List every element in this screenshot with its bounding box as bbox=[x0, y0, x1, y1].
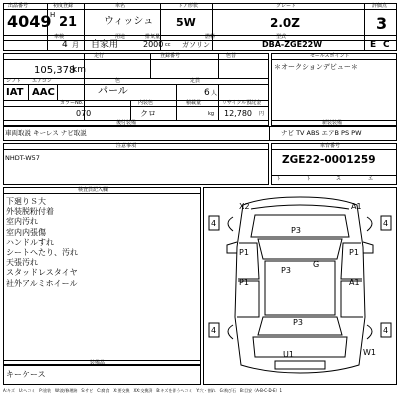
color-no: 070 bbox=[76, 109, 92, 118]
label-chassis: 車台番号 bbox=[320, 143, 341, 149]
label-seat: 定員 bbox=[190, 78, 201, 84]
chassis-sub-1: ト bbox=[276, 176, 282, 182]
label-opt-head: 後付装備 bbox=[116, 120, 137, 126]
usage: 自家用 bbox=[91, 40, 119, 50]
label-grade: グレード bbox=[276, 3, 297, 9]
lot-number: 4049 bbox=[7, 12, 52, 31]
recycle-unit: 円 bbox=[259, 111, 265, 117]
mark-a1-rear: A1 bbox=[349, 278, 360, 287]
grade: 2.0Z bbox=[270, 16, 300, 30]
mark-x2: X2 bbox=[239, 202, 250, 211]
exterior-score: C bbox=[383, 40, 390, 50]
month-unit: 月 bbox=[72, 41, 79, 49]
fuel-type: ガソリン bbox=[182, 41, 210, 49]
sales-point: ＊オークションデビュー＊ bbox=[274, 63, 358, 71]
displacement: 2000 bbox=[143, 40, 164, 49]
seat-unit: 人 bbox=[211, 90, 218, 97]
mark-p1-rear: P1 bbox=[239, 278, 249, 287]
chassis-number: ZGE22-0001259 bbox=[282, 154, 376, 166]
label-load: 積載量 bbox=[186, 100, 202, 106]
car-diagram bbox=[203, 187, 397, 385]
label-door: ドア形状 bbox=[178, 3, 198, 9]
mark-w1: W1 bbox=[363, 348, 376, 357]
tire-front-right: 4 bbox=[383, 219, 389, 228]
label-notes: 注意事項 bbox=[116, 143, 137, 149]
label-color-no: カラーNo. bbox=[60, 100, 84, 106]
mark-a1-front: A1 bbox=[351, 202, 362, 211]
mark-p1-right: P1 bbox=[349, 248, 359, 257]
tire-rear-left: 4 bbox=[211, 326, 217, 335]
inspector-note: 外装脱粉付着 bbox=[6, 207, 54, 217]
door-type: 5W bbox=[176, 16, 196, 29]
new-equipment: ナビ TV ABS エアB PS PW bbox=[281, 129, 362, 137]
inspector-notes-list bbox=[6, 197, 78, 289]
inspector-note: 室内内張傷 bbox=[6, 227, 46, 237]
inspector-note: 社外アルミホイール bbox=[6, 278, 78, 288]
label-katashiki: 型式 bbox=[276, 34, 287, 40]
mark-g: G bbox=[313, 260, 320, 269]
shift: IAT bbox=[6, 87, 24, 98]
interior-color: クロ bbox=[140, 109, 156, 118]
load-unit: kg bbox=[208, 111, 215, 117]
model-code: DBA-ZGE22W bbox=[262, 40, 323, 49]
aircon: AAC bbox=[32, 87, 55, 98]
label-shift: シフト bbox=[6, 78, 22, 84]
label-car: 車名 bbox=[115, 3, 126, 9]
label-fuel: 燃料 bbox=[205, 34, 216, 40]
mark-u1: U1 bbox=[283, 350, 294, 359]
inspector-note: ハンドルすれ bbox=[6, 237, 54, 247]
mileage-unit: km bbox=[72, 65, 86, 75]
inspector-note: 室内汚れ bbox=[6, 217, 38, 227]
tire-front-left: 4 bbox=[211, 219, 217, 228]
interior-score: E bbox=[370, 40, 377, 50]
optional-equipment: 車両取説 キーレス ナビ取説 bbox=[5, 129, 87, 137]
label-recycle: リサイクル預託金 bbox=[222, 100, 262, 106]
mark-p1-left: P1 bbox=[239, 248, 249, 257]
era: H bbox=[50, 11, 56, 19]
label-lot: 出品番号 bbox=[8, 3, 29, 9]
seats: 6 bbox=[204, 88, 210, 98]
eval-score: 3 bbox=[376, 14, 388, 33]
inspector-note: 天張汚れ bbox=[6, 258, 38, 268]
inspector-note: シートへたり、汚れ bbox=[6, 248, 78, 258]
mileage: 105,378 bbox=[34, 65, 76, 76]
recycle-fee: 12,780 bbox=[224, 109, 252, 118]
label-reg-no: 登録番号 bbox=[160, 53, 181, 59]
inspector-note: スタッドレスタイヤ bbox=[6, 268, 78, 278]
label-color-code: 色替 bbox=[226, 53, 237, 59]
mark-p3-rear: P3 bbox=[293, 318, 303, 327]
equipment: キーケース bbox=[6, 370, 46, 379]
shaken-month: 4 bbox=[62, 40, 68, 50]
tire-rear-right: 4 bbox=[383, 326, 389, 335]
chassis-sub-4: エ bbox=[368, 176, 374, 182]
label-cc: 排気量 bbox=[145, 34, 161, 40]
label-aircon: エアコン bbox=[32, 78, 52, 84]
body-color: パール bbox=[98, 86, 128, 97]
cc-unit: cc bbox=[165, 42, 171, 48]
legend: A:キズ U:ヘコミ P:塗装 W:波/修理跡 S:サビ C:腐食 X:要交換 XX:交換済 B:キズを伴うヘコミ Y:穴・割れ G:飛び石 B:目安（A-B-C-D-E）1 bbox=[3, 388, 283, 393]
label-year: 初度登録 bbox=[53, 3, 74, 9]
label-color: 色 bbox=[115, 78, 121, 84]
label-mileage: 走行 bbox=[94, 53, 105, 59]
mark-p3-roof: P3 bbox=[281, 266, 291, 275]
label-eval: 評価点 bbox=[372, 3, 388, 9]
inspector-note: 下廻りＳ大 bbox=[6, 197, 46, 206]
reg-year: 21 bbox=[59, 15, 78, 30]
label-interior: 内装色 bbox=[138, 100, 154, 106]
label-sales-point: セールスポイント bbox=[310, 53, 350, 59]
label-usage: 用途 bbox=[115, 34, 126, 40]
car-name: ウィッシュ bbox=[104, 16, 154, 27]
chassis-sub-2: ト bbox=[306, 176, 312, 182]
mark-p3-hood: P3 bbox=[291, 226, 301, 235]
label-inspect: 検査員記入欄 bbox=[78, 187, 109, 193]
notes: NHDT-W57 bbox=[5, 154, 40, 162]
label-bottom: 装備品 bbox=[90, 360, 106, 366]
chassis-sub-3: ス bbox=[336, 176, 342, 182]
label-new-equip: 新装装備 bbox=[322, 120, 343, 126]
label-shaken: 車検 bbox=[54, 34, 65, 40]
